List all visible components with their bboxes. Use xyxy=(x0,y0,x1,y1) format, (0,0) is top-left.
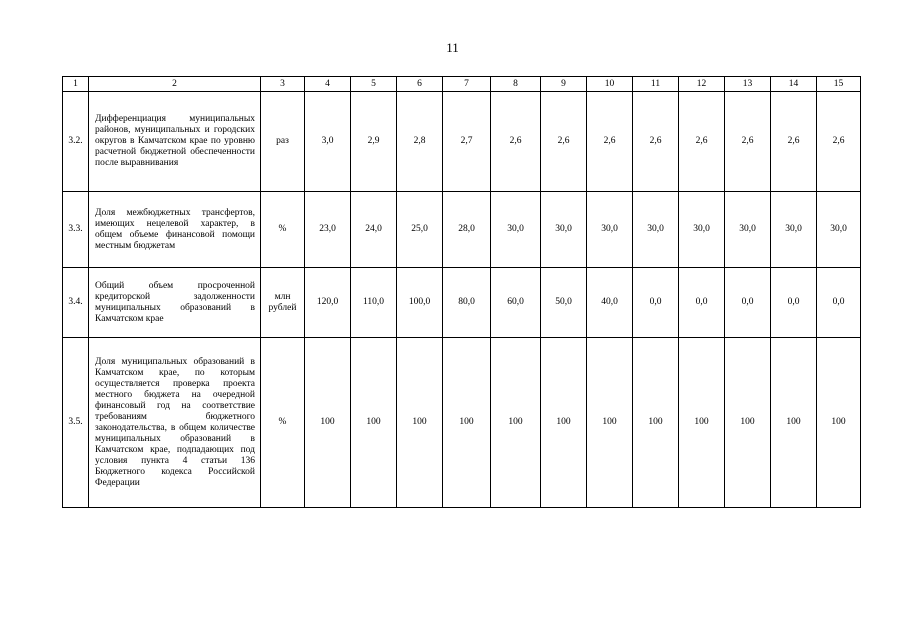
row-value: 3,0 xyxy=(305,92,351,192)
row-value: 100 xyxy=(771,338,817,508)
row-unit: раз xyxy=(261,92,305,192)
column-header: 7 xyxy=(443,77,491,92)
row-number: 3.3. xyxy=(63,192,89,268)
row-value: 30,0 xyxy=(541,192,587,268)
indicators-table xyxy=(62,76,861,508)
row-value: 30,0 xyxy=(679,192,725,268)
row-value: 2,7 xyxy=(443,92,491,192)
row-number: 3.2. xyxy=(63,92,89,192)
column-header: 14 xyxy=(771,77,817,92)
row-value: 23,0 xyxy=(305,192,351,268)
row-value: 30,0 xyxy=(491,192,541,268)
table-row xyxy=(63,268,861,338)
row-value: 2,6 xyxy=(587,92,633,192)
row-value: 0,0 xyxy=(679,268,725,338)
row-value: 100 xyxy=(817,338,861,508)
row-value: 0,0 xyxy=(633,268,679,338)
column-header: 12 xyxy=(679,77,725,92)
table-row xyxy=(63,338,861,508)
row-value: 30,0 xyxy=(633,192,679,268)
row-value: 2,6 xyxy=(541,92,587,192)
row-value: 25,0 xyxy=(397,192,443,268)
row-value: 100 xyxy=(541,338,587,508)
row-value: 100 xyxy=(491,338,541,508)
row-value: 60,0 xyxy=(491,268,541,338)
column-header: 15 xyxy=(817,77,861,92)
row-value: 0,0 xyxy=(817,268,861,338)
row-value: 100 xyxy=(679,338,725,508)
row-value: 120,0 xyxy=(305,268,351,338)
row-value: 100 xyxy=(443,338,491,508)
column-header: 5 xyxy=(351,77,397,92)
row-value: 0,0 xyxy=(725,268,771,338)
row-value: 2,6 xyxy=(679,92,725,192)
row-unit: млн рублей xyxy=(261,268,305,338)
table-row xyxy=(63,192,861,268)
row-value: 100 xyxy=(305,338,351,508)
row-description: Дифференциация муниципальных районов, муниципальных и городских округов в Камчатском крае по уровню расчетной бюджетной обеспеченности после выравнивания xyxy=(89,92,261,192)
column-header: 10 xyxy=(587,77,633,92)
column-header: 3 xyxy=(261,77,305,92)
column-header: 6 xyxy=(397,77,443,92)
row-value: 100 xyxy=(351,338,397,508)
row-value: 2,6 xyxy=(491,92,541,192)
row-value: 100 xyxy=(587,338,633,508)
column-header: 1 xyxy=(63,77,89,92)
row-unit: % xyxy=(261,192,305,268)
row-description: Доля муниципальных образований в Камчатском крае, по которым осуществляется проверка проекта местного бюджета на очередной финансовый год на соответствие требованиям бюджетного законодательства, в общем количестве муниципальных образований в Камчатском крае, подпадающих под условия пункта 4 статьи 136 Бюджетного кодекса Российской Федерации xyxy=(89,338,261,508)
row-value: 2,9 xyxy=(351,92,397,192)
row-value: 2,6 xyxy=(725,92,771,192)
row-value: 100 xyxy=(725,338,771,508)
row-value: 110,0 xyxy=(351,268,397,338)
column-header: 11 xyxy=(633,77,679,92)
row-value: 100,0 xyxy=(397,268,443,338)
page-number: 11 xyxy=(446,40,459,55)
row-description: Доля межбюджетных трансфертов, имеющих нецелевой характер, в общем объеме финансовой помощи местным бюджетам xyxy=(89,192,261,268)
row-value: 2,6 xyxy=(633,92,679,192)
row-number: 3.5. xyxy=(63,338,89,508)
row-value: 28,0 xyxy=(443,192,491,268)
row-unit: % xyxy=(261,338,305,508)
row-value: 80,0 xyxy=(443,268,491,338)
column-number-row xyxy=(63,77,861,92)
row-description: Общий объем просроченной кредиторской задолженности муниципальных образований в Камчатском крае xyxy=(89,268,261,338)
row-value: 30,0 xyxy=(725,192,771,268)
column-header: 2 xyxy=(89,77,261,92)
row-value: 30,0 xyxy=(587,192,633,268)
row-number: 3.4. xyxy=(63,268,89,338)
row-value: 24,0 xyxy=(351,192,397,268)
column-header: 4 xyxy=(305,77,351,92)
row-value: 30,0 xyxy=(771,192,817,268)
row-value: 50,0 xyxy=(541,268,587,338)
row-value: 2,8 xyxy=(397,92,443,192)
row-value: 2,6 xyxy=(817,92,861,192)
row-value: 100 xyxy=(397,338,443,508)
row-value: 0,0 xyxy=(771,268,817,338)
row-value: 40,0 xyxy=(587,268,633,338)
row-value: 100 xyxy=(633,338,679,508)
row-value: 30,0 xyxy=(817,192,861,268)
column-header: 8 xyxy=(491,77,541,92)
row-value: 2,6 xyxy=(771,92,817,192)
column-header: 9 xyxy=(541,77,587,92)
column-header: 13 xyxy=(725,77,771,92)
table-row xyxy=(63,92,861,192)
